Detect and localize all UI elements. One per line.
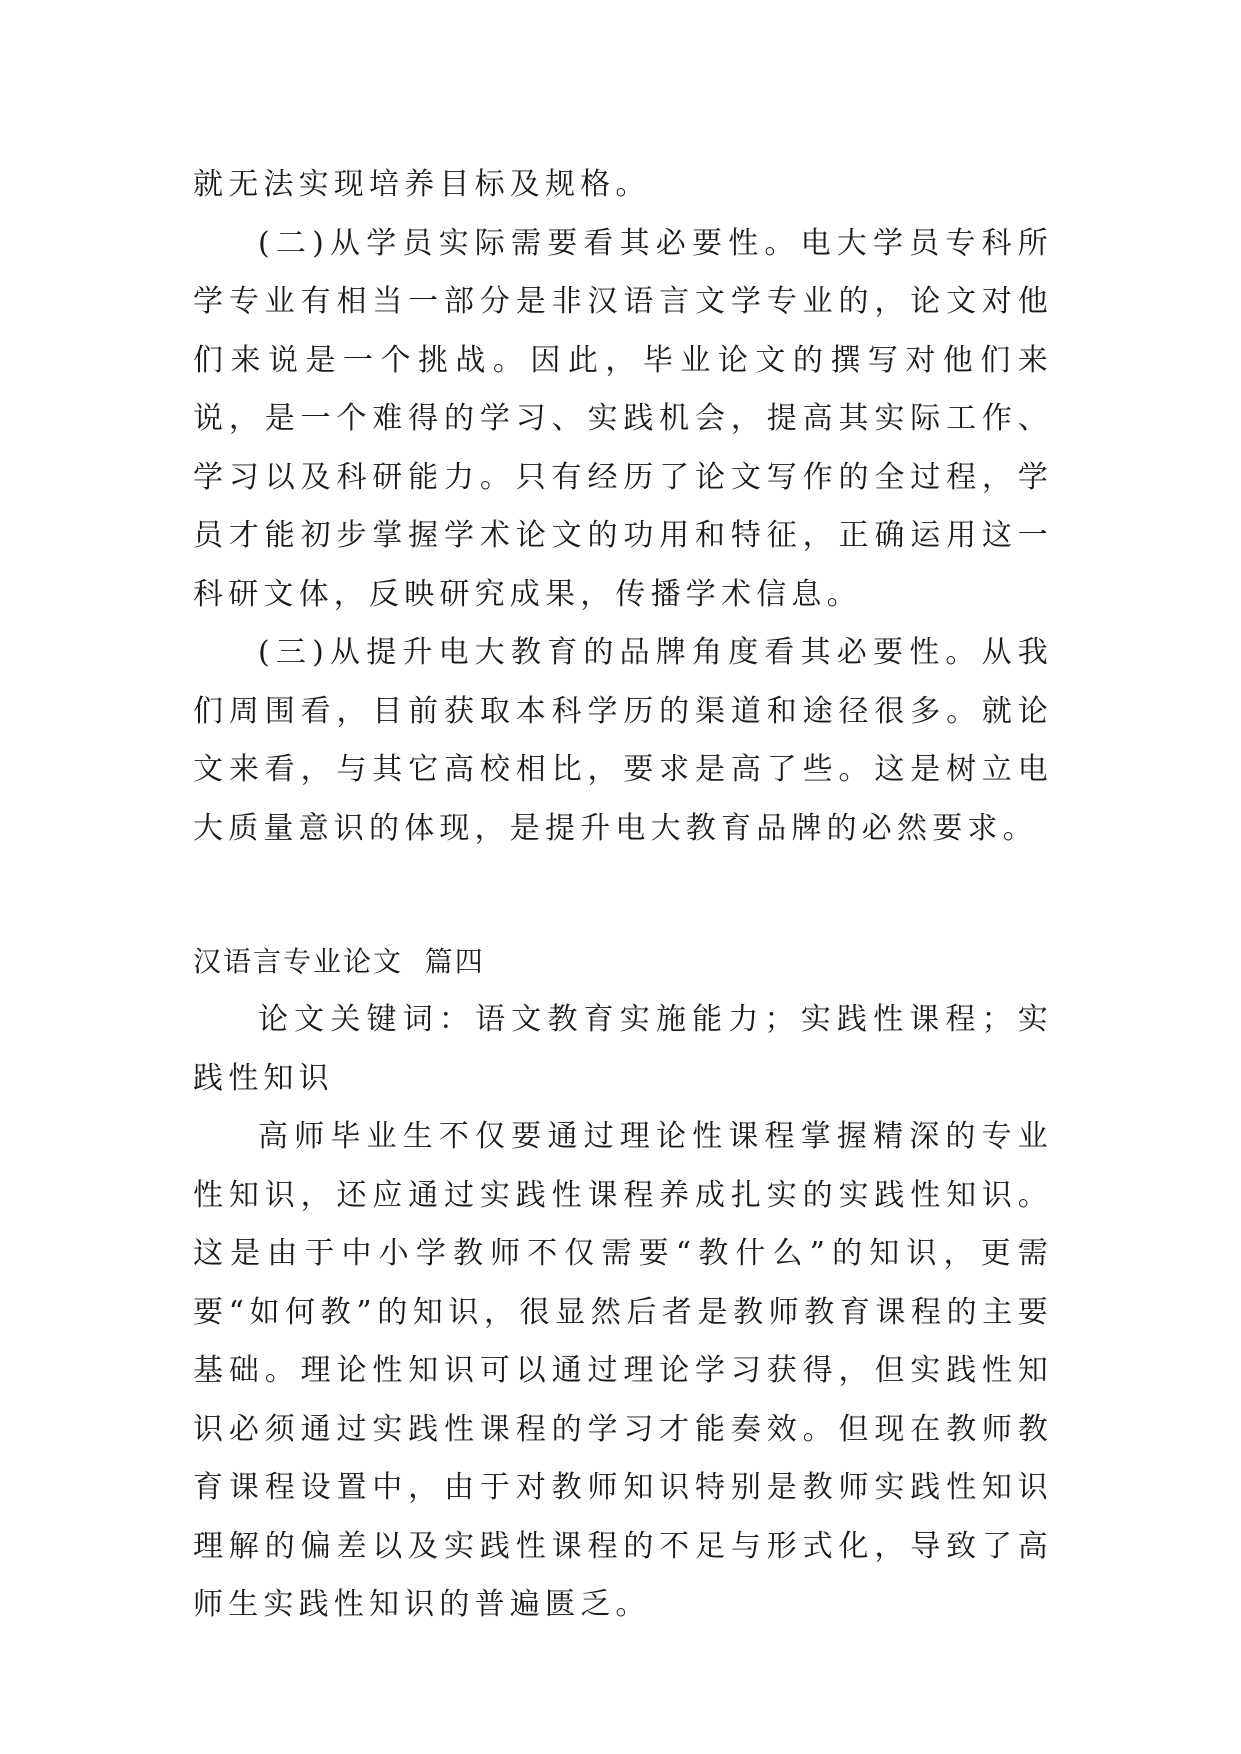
document-body bbox=[193, 156, 1053, 1635]
keywords-paragraph: 论文关键词：语文教育实施能力；实践性课程；实践性知识 bbox=[193, 1002, 1053, 1096]
body-paragraph: 高师毕业生不仅要通过理论性课程掌握精深的专业性知识，还应通过实践性课程养成扎实的实践性知识。这是由于中小学教师不仅需要“教什么”的知识，更需要“如何教”的知识，很显然后者是教师教育课程的主要基础。理论性知识可以通过理论学习获得，但实践性知识必须通过实践性课程的学习才能奏效。但现在教师教育课程设置中，由于对教师知识特别是教师实践性知识理解的偏差以及实践性课程的不足与形式化，导致了高师生实践性知识的普遍匮乏。 bbox=[193, 1119, 1053, 1622]
section-heading: 汉语言专业论文 篇四 bbox=[193, 945, 485, 978]
section-three-paragraph: (三)从提升电大教育的品牌角度看其必要性。从我们周围看，目前获取本科学历的渠道和途径很多。就论文来看，与其它高校相比，要求是高了些。这是树立电大质量意识的体现，是提升电大教育品牌的必然要求。 bbox=[193, 635, 1053, 846]
section-two-paragraph: (二)从学员实际需要看其必要性。电大学员专科所学专业有相当一部分是非汉语言文学专业的，论文对他们来说是一个挑战。因此，毕业论文的撰写对他们来说，是一个难得的学习、实践机会，提高其实际工作、学习以及科研能力。只有经历了论文写作的全过程，学员才能初步掌握学术论文的功用和特征，正确运用这一科研文体，反映研究成果，传播学术信息。 bbox=[193, 225, 1053, 612]
continuation-paragraph: 就无法实现培养目标及规格。 bbox=[193, 167, 651, 202]
